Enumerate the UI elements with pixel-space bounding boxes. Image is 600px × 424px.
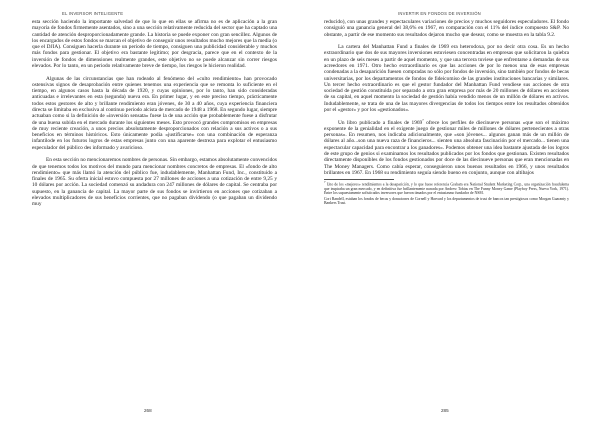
right-page (300, 0, 600, 424)
left-page-number: 268 (144, 408, 152, 413)
footnote-2: Cort Randell, estaban los fondos de becas y donaciones de Cornell y Harvard y los departamentos de trust de bancos tan prestigiosos como Morgan Guaranty y Bankers Trust. (324, 196, 569, 206)
footnote-number: 7 (324, 180, 326, 185)
left-page-running-header: EL INVERSOR INTELIGENTE (62, 11, 124, 16)
paragraph-3-start: Un libro publicado a finales de 1969 (338, 119, 423, 126)
left-page-body (32, 19, 277, 207)
right-page-running-header: INVERTIR EN FONDOS DE INVERSIÓN (398, 11, 481, 16)
right-page-number: 285 (441, 408, 449, 413)
left-paragraph-2: Algunas de las circunstancias que han rodeado al fenómeno del «culto rendimiento» han provocado ostensivas signos de desaprobación entre quienes tenemos una experiencia que se remonta lo suficiente en el tiempo, en algunos casos hasta la década de 1920, y cuyas opiniones, por lo tanto, han sido consideradas anticuadas e irrelevantes en esta (segunda) nueva era. En primer lugar, y en este preciso tiempo, prácticamente todos estos gestores de alto y brillante rendimiento eran jóvenes, de 30 a 40 años, cuya experiencia financiera directa se limitaba en exclusiva al continuo periodo alcista de mercado de 1948 a 1968. En segundo lugar, siempre actuaban como si la definición de «inversión sensata» fuese la de una acción que probablemente fuese a disfrutar de una buena subida en el mercado durante los siguientes meses. Esto provocó grandes compromisos en empresas de muy reciente creación, a unos precios absolutamente desproporcionados con relación a sus activos o a sus beneficios en términos históricos. Esto únicamente podía «justificarse» con una combinación de esperanza infantilode en los futuros logros de estas empresas junto con una aparente destreza para explotar el entusiasmo especulador del público des informado y avaricioso. (32, 75, 277, 151)
left-paragraph-1: esta sección haciendo la importante salvedad de que lo que en ellas se afirma no es de aplicación a la gran mayoría de fondos firmemente asentados, sino a una sección relativamente reducida del sector que ha captado una cantidad de atención desproporcionadamente grande. La historia se puede exponer con gran sencillez. Algunos de los encargados de estos fondos se marcan el objetivo de conseguir unos resultados mucho mejores que la media (o que el DJIA). Consiguen hacerla durante un periodo de tiempo, consiguen una publicidad considerable y muchos más fondos para gestionar. El objetivo era bastante legítimo; por desgracia, parece que en el contexto de la inversión de fondos de dimensiones realmente grandes, este objetivo no se puede alcanzar sin correr riesgos elevados. Por lo tanto, en un periodo relativamente breve de tiempo, los riesgos le hicieron realidad. (32, 19, 277, 69)
right-page-body (324, 19, 569, 206)
footnote-1-text: Uno de los «mejores» rendimientos a la desaparición, y lo que fuese referencia Graham era National Student Marketing Corp., una organización fraudulenta que inspiraba un gran mercado, y en definitiva fue brillantemente narrada por Andrew Tobias en The Funny Money Game (Playboy Press, Nueva York, 1971). Entre los supuestamente sofisticados inversores que fueron timados por el entusiasmo fundador de NSM. (324, 182, 569, 196)
left-paragraph-3: En esta sección no mencionaremos nombres de personas. Sin embargo, estamos absolutamente convencidos de que tenemos todos los motivos del mundo para mencionar nombres concretos de empresas. El «fondo de alto rendimiento» que más llamó la atención del público fue, indudablemente, Manhattan Fund, Inc., constituido a finales de 1965. Su oferta inicial estuvo compuesta por 27 millones de acciones a una cotización de entre 9,25 y 10 dólares por acción. La sociedad comenzó su andadura con 247 millones de dólares de capital. Se centraba por supuesto, en la ganancia de capital. La mayor parte de sus fondos se invirtieron en acciones que cotizaban a elevados multiplicadores de sus beneficios corrientes, que no pagaban dividendo (o que pagaban un dividendo muy (32, 157, 277, 208)
footnotes (324, 182, 569, 206)
footnote-reference-mark[interactable]: 7 (422, 117, 424, 122)
right-paragraph-1: reducido), con unas grandes y espectaculares variaciones de precios y muchos seguidores especuladores. El fondo consiguió una ganancia general del 38,6% en 1967, en comparación con el 11% del índice compuesto S&P. No obstante, a partir de ese momento sus resultados dejaron mucho que desear, como se muestra en la tabla 9.2. (324, 19, 569, 38)
paragraph-3-rest: ofrece los perfiles de diecinueve personas «que son el máximo exponente de la genialidad en el exigente juego de gestionar miles de millones de dólares pertenecientes a otras personas». En resumen, nos indicaba adicionalmente, que «son jóvenes... algunos ganan más de un millón de dólares al año...son una nueva raza de financieros... sienten una absoluta fascinación por el mercado... tienen una espectacular capacidad para encontrar a los ganadores». Podemos obtener una idea bastante ajustada de los logros de este grupo de genios si examinamos los resultados publicados por los fondos que gestionan. Existen resultados directamente disponibles de los fondos gestionados por doce de las diecinueve personas que eran mencionadas en The Money Managers. Como cabía esperar, conseguieron unos buenos resultados en 1966, y unos resultados brillantes en 1967. En 1968 su rendimiento seguía siendo bueno en conjunto, aunque con altibajos (324, 119, 569, 176)
footnote-divider (324, 179, 394, 180)
right-paragraph-3 (324, 117, 569, 177)
right-paragraph-2: La cartera del Manhattan Fund a finales de 1969 era heterodoxa, por no decir otra cosa. Es un hecho extraordinario que dos de sus mayores inversiones estuviesen concentradas en empresas que solicitaron la quiebra en un plazo de seis meses a partir de aquel momento, y que una tercera tuviese que enfrentarse a demandas de sus acreedores en 1971. Otro hecho extraordinario es que las acciones de por lo menos una de esas empresas condenadas a la desaparición fuesen compradas no sólo por fondos de inversión, sino también por fondos de becas universitarias, por los departamentos de fondos de fideicomiso de las grandes instituciones bancarias y similares. Un tercer hecho extraordinario es que el gestor fundador del Manhattan Fund vendiese sus acciones de otra sociedad de gestión constituida por separado a otra gran empresa por más de 20 millones de dólares en acciones de su capital, en aquel momento la sociedad de gestión había vendido menos de un millón de dólares en activos. Indudablemente, se trata de una de las mayores divergencias de todos los tiempos entre los resultados obtenidos por el «gestor» y por los «gestionados». (324, 44, 569, 113)
footnote-1 (324, 182, 569, 196)
